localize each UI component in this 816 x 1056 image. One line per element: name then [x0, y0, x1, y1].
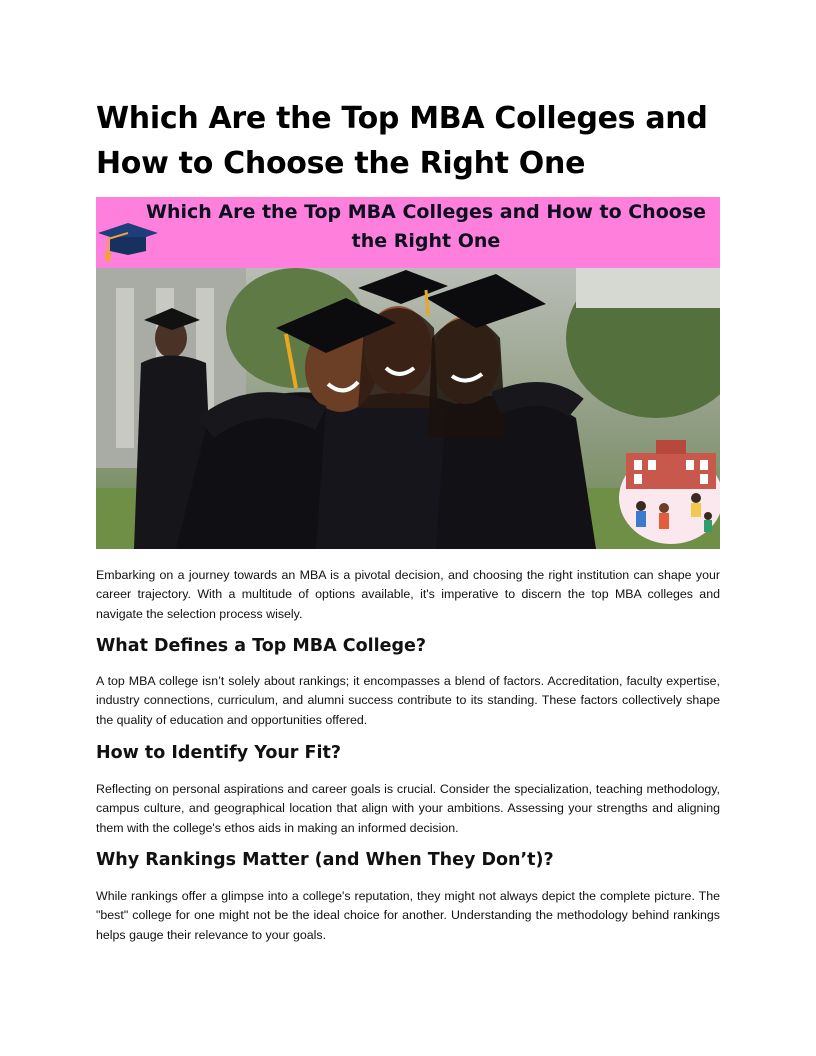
section-body-fit: Reflecting on personal aspirations and career goals is crucial. Consider the specialization, teaching methodology, campus culture, and geographical location that align with your ambitions. Assessing your strengths and aligning them with the college's ethos aids in making an informed decision. [96, 782, 720, 835]
intro-paragraph: Embarking on a journey towards an MBA is a pivotal decision, and choosing the right institution can shape your career trajectory. With a multitude of options available, it's imperative to discern the top MBA colleges and navigate the selection process wisely. [96, 568, 720, 621]
document-title: Which Are the Top MBA Colleges and How to Choose the Right One [96, 101, 708, 181]
section-body-defines: A top MBA college isn’t solely about rankings; it encompasses a blend of factors. Accreditation, faculty expertise, industry connections, curriculum, and alumni success contribute to its standing. These factors collectively shape the quality of education and opportunities offered. [96, 674, 720, 727]
title-banner [96, 197, 720, 268]
section-body-rankings: While rankings offer a glimpse into a college's reputation, they might not always depict the complete picture. The "best" college for one might not be the ideal choice for another. Understanding the methodology behind rankings helps gauge their relevance to your goals. [96, 889, 720, 942]
banner-title: Which Are the Top MBA Colleges and How to Choose the Right One [145, 201, 707, 252]
section-heading-defines: What Defines a Top MBA College? [96, 636, 427, 656]
campus-building-illustration [619, 440, 720, 544]
graduates-photo [96, 268, 720, 549]
section-heading-rankings: Why Rankings Matter (and When They Don’t)? [96, 850, 554, 870]
section-heading-fit: How to Identify Your Fit? [96, 743, 341, 763]
